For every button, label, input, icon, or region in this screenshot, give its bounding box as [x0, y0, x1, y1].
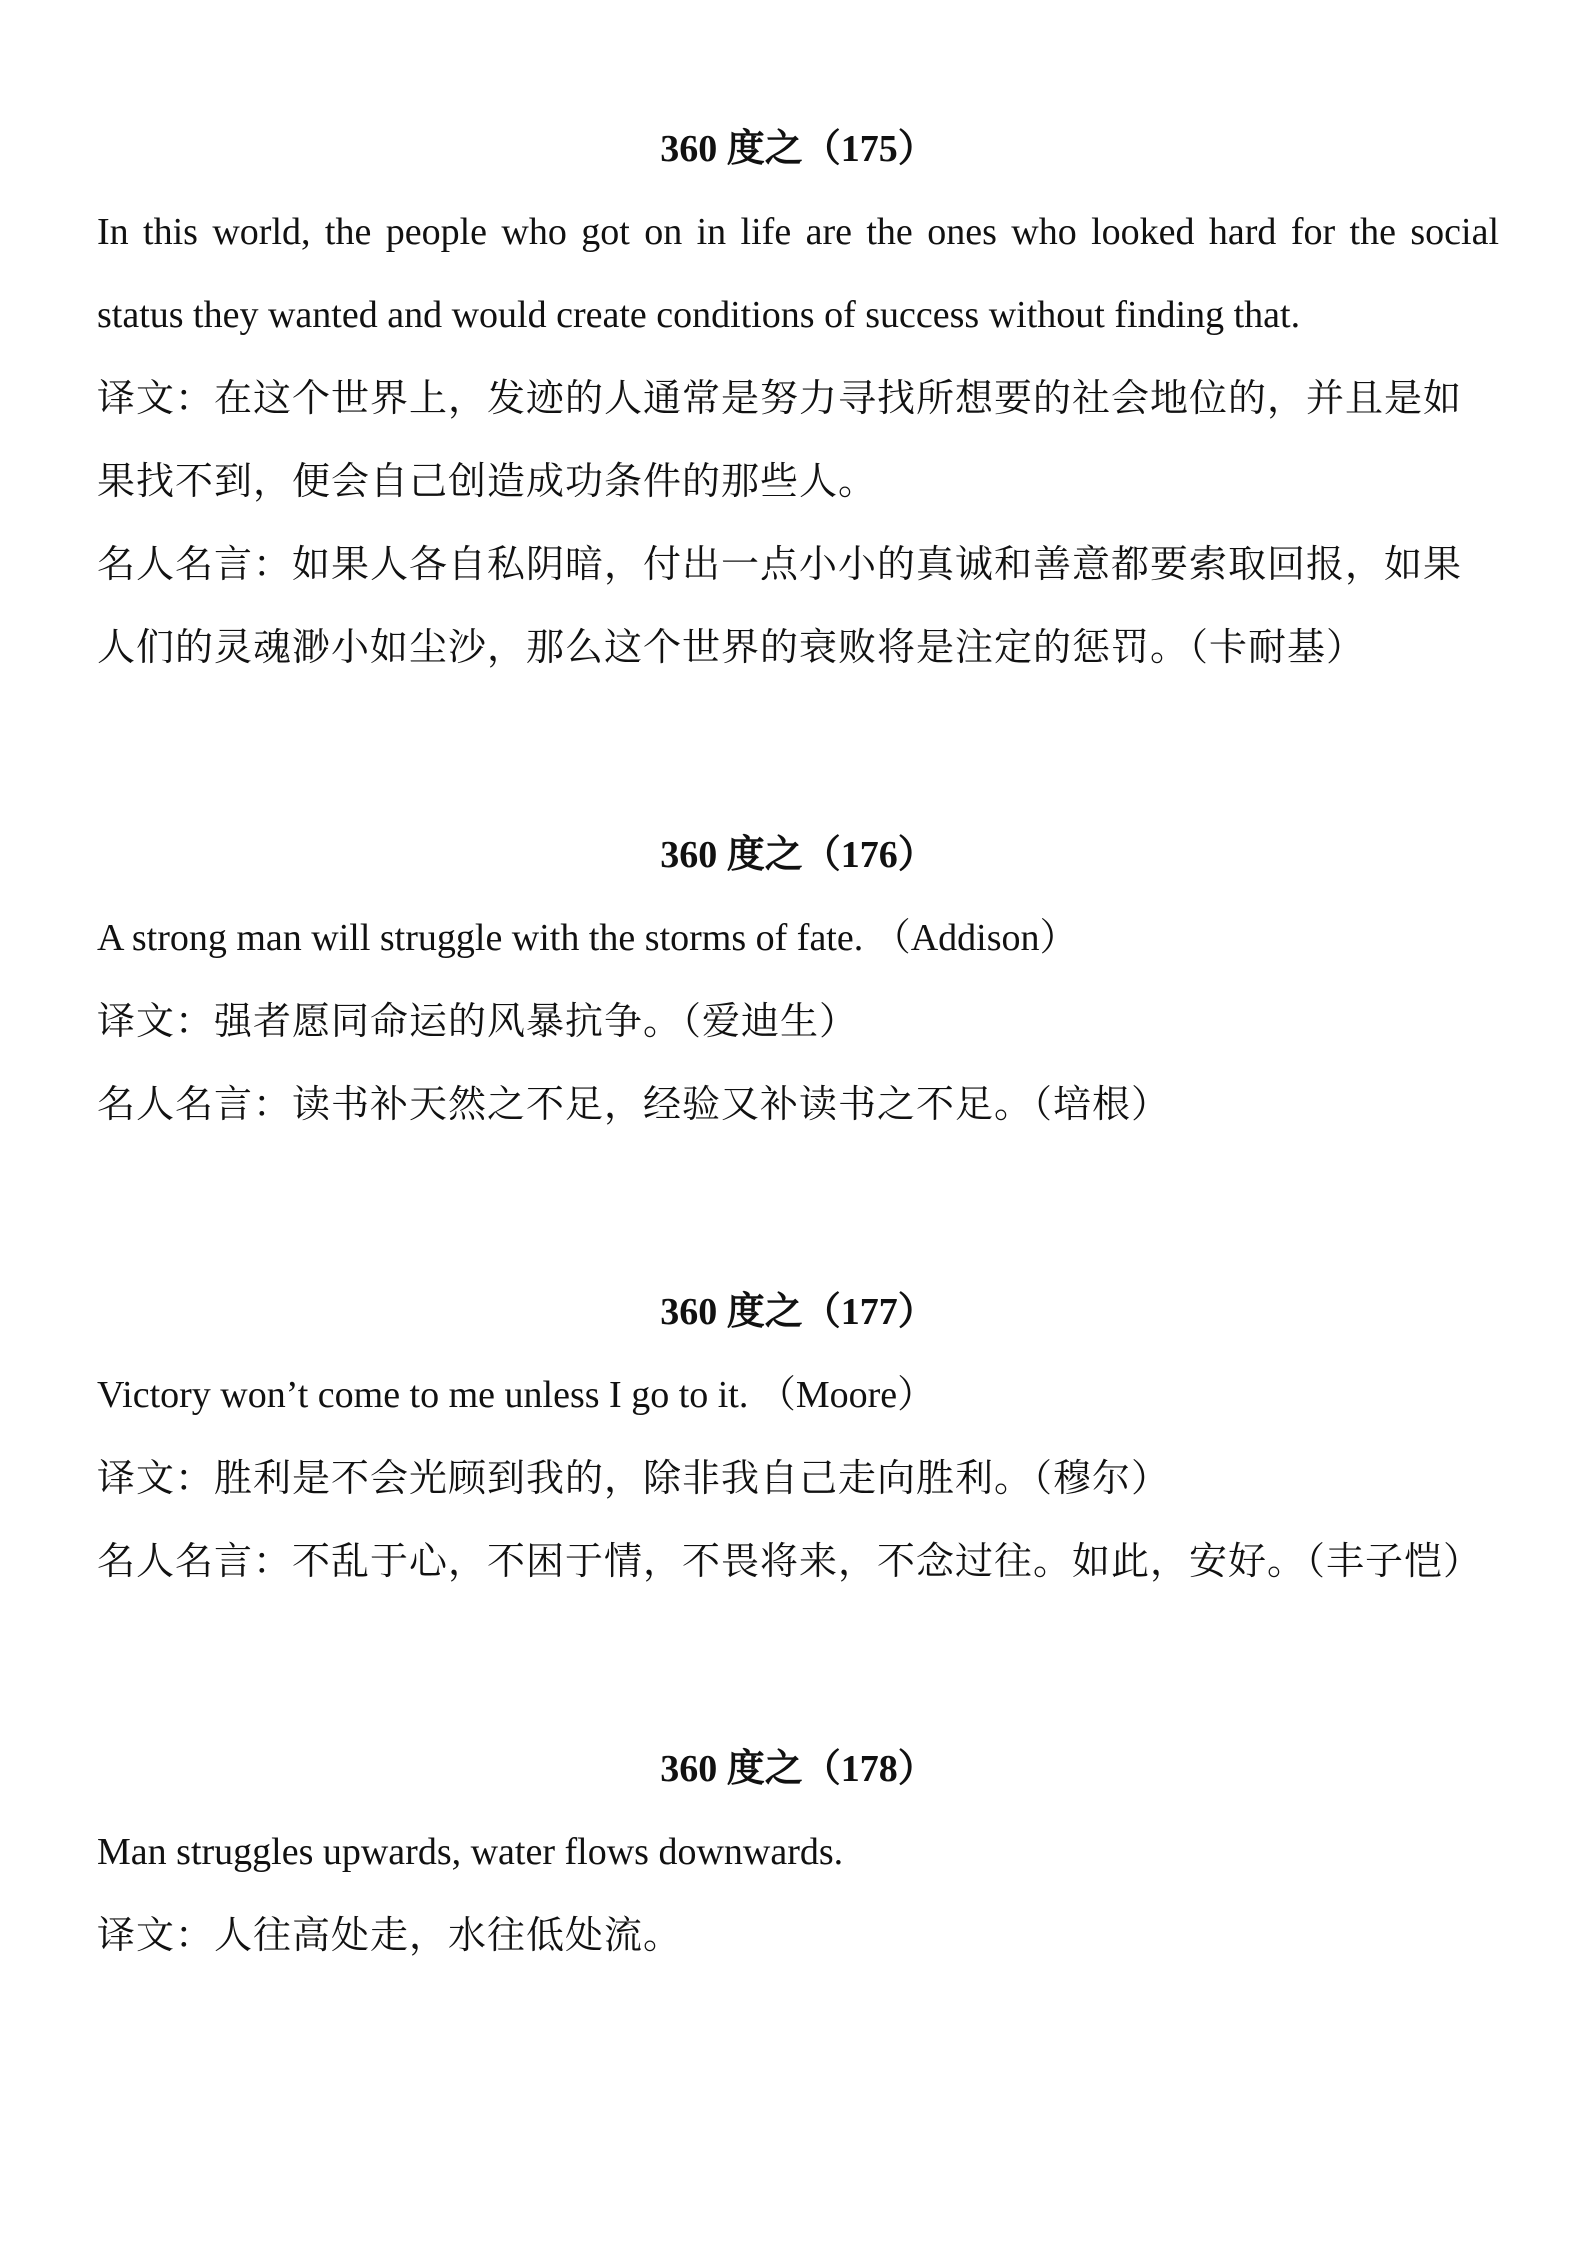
chinese-translation: 译文：胜利是不会光顾到我的，除非我自己走向胜利。（穆尔）	[97, 1456, 1171, 1500]
entry-178	[97, 1728, 1499, 1977]
entry-title: 360 度之（178）	[660, 1748, 936, 1790]
english-sentence: Man struggles upwards, water flows downwards.	[97, 1831, 844, 1873]
entry-title: 360 度之（175）	[660, 128, 936, 170]
english-sentence: Victory won’t come to me unless I go to it. （Moore）	[97, 1374, 936, 1416]
chinese-translation: 译文：在这个世界上，发迹的人通常是努力寻找所想要的社会地位的，并且是如果找不到，便会自己创造成功条件的那些人。	[97, 376, 1463, 503]
entry-title: 360 度之（176）	[660, 834, 936, 876]
famous-quote: 名人名言：读书补天然之不足，经验又补读书之不足。（培根）	[97, 1082, 1171, 1126]
entry-177	[97, 1271, 1499, 1603]
chinese-translation: 译文：强者愿同命运的风暴抗争。（爱迪生）	[97, 999, 859, 1043]
english-sentence: In this world, the people who got on in life are the ones who looked hard for the social status they wanted and would create conditions of success without finding that.	[97, 211, 1499, 336]
english-sentence: A strong man will struggle with the storms of fate. （Addison）	[97, 917, 1078, 959]
famous-quote: 名人名言：不乱于心，不困于情，不畏将来，不念过往。如此，安好。（丰子恺）	[97, 1539, 1483, 1583]
famous-quote: 名人名言：如果人各自私阴暗，付出一点小小的真诚和善意都要索取回报，如果人们的灵魂渺小如尘沙，那么这个世界的衰败将是注定的惩罚。（卡耐基）	[97, 542, 1463, 669]
entry-title: 360 度之（177）	[660, 1291, 936, 1333]
entry-176	[97, 814, 1499, 1146]
chinese-translation: 译文：人往高处走，水往低处流。	[97, 1913, 683, 1957]
entry-175	[97, 108, 1499, 689]
document-page	[97, 108, 1499, 2102]
